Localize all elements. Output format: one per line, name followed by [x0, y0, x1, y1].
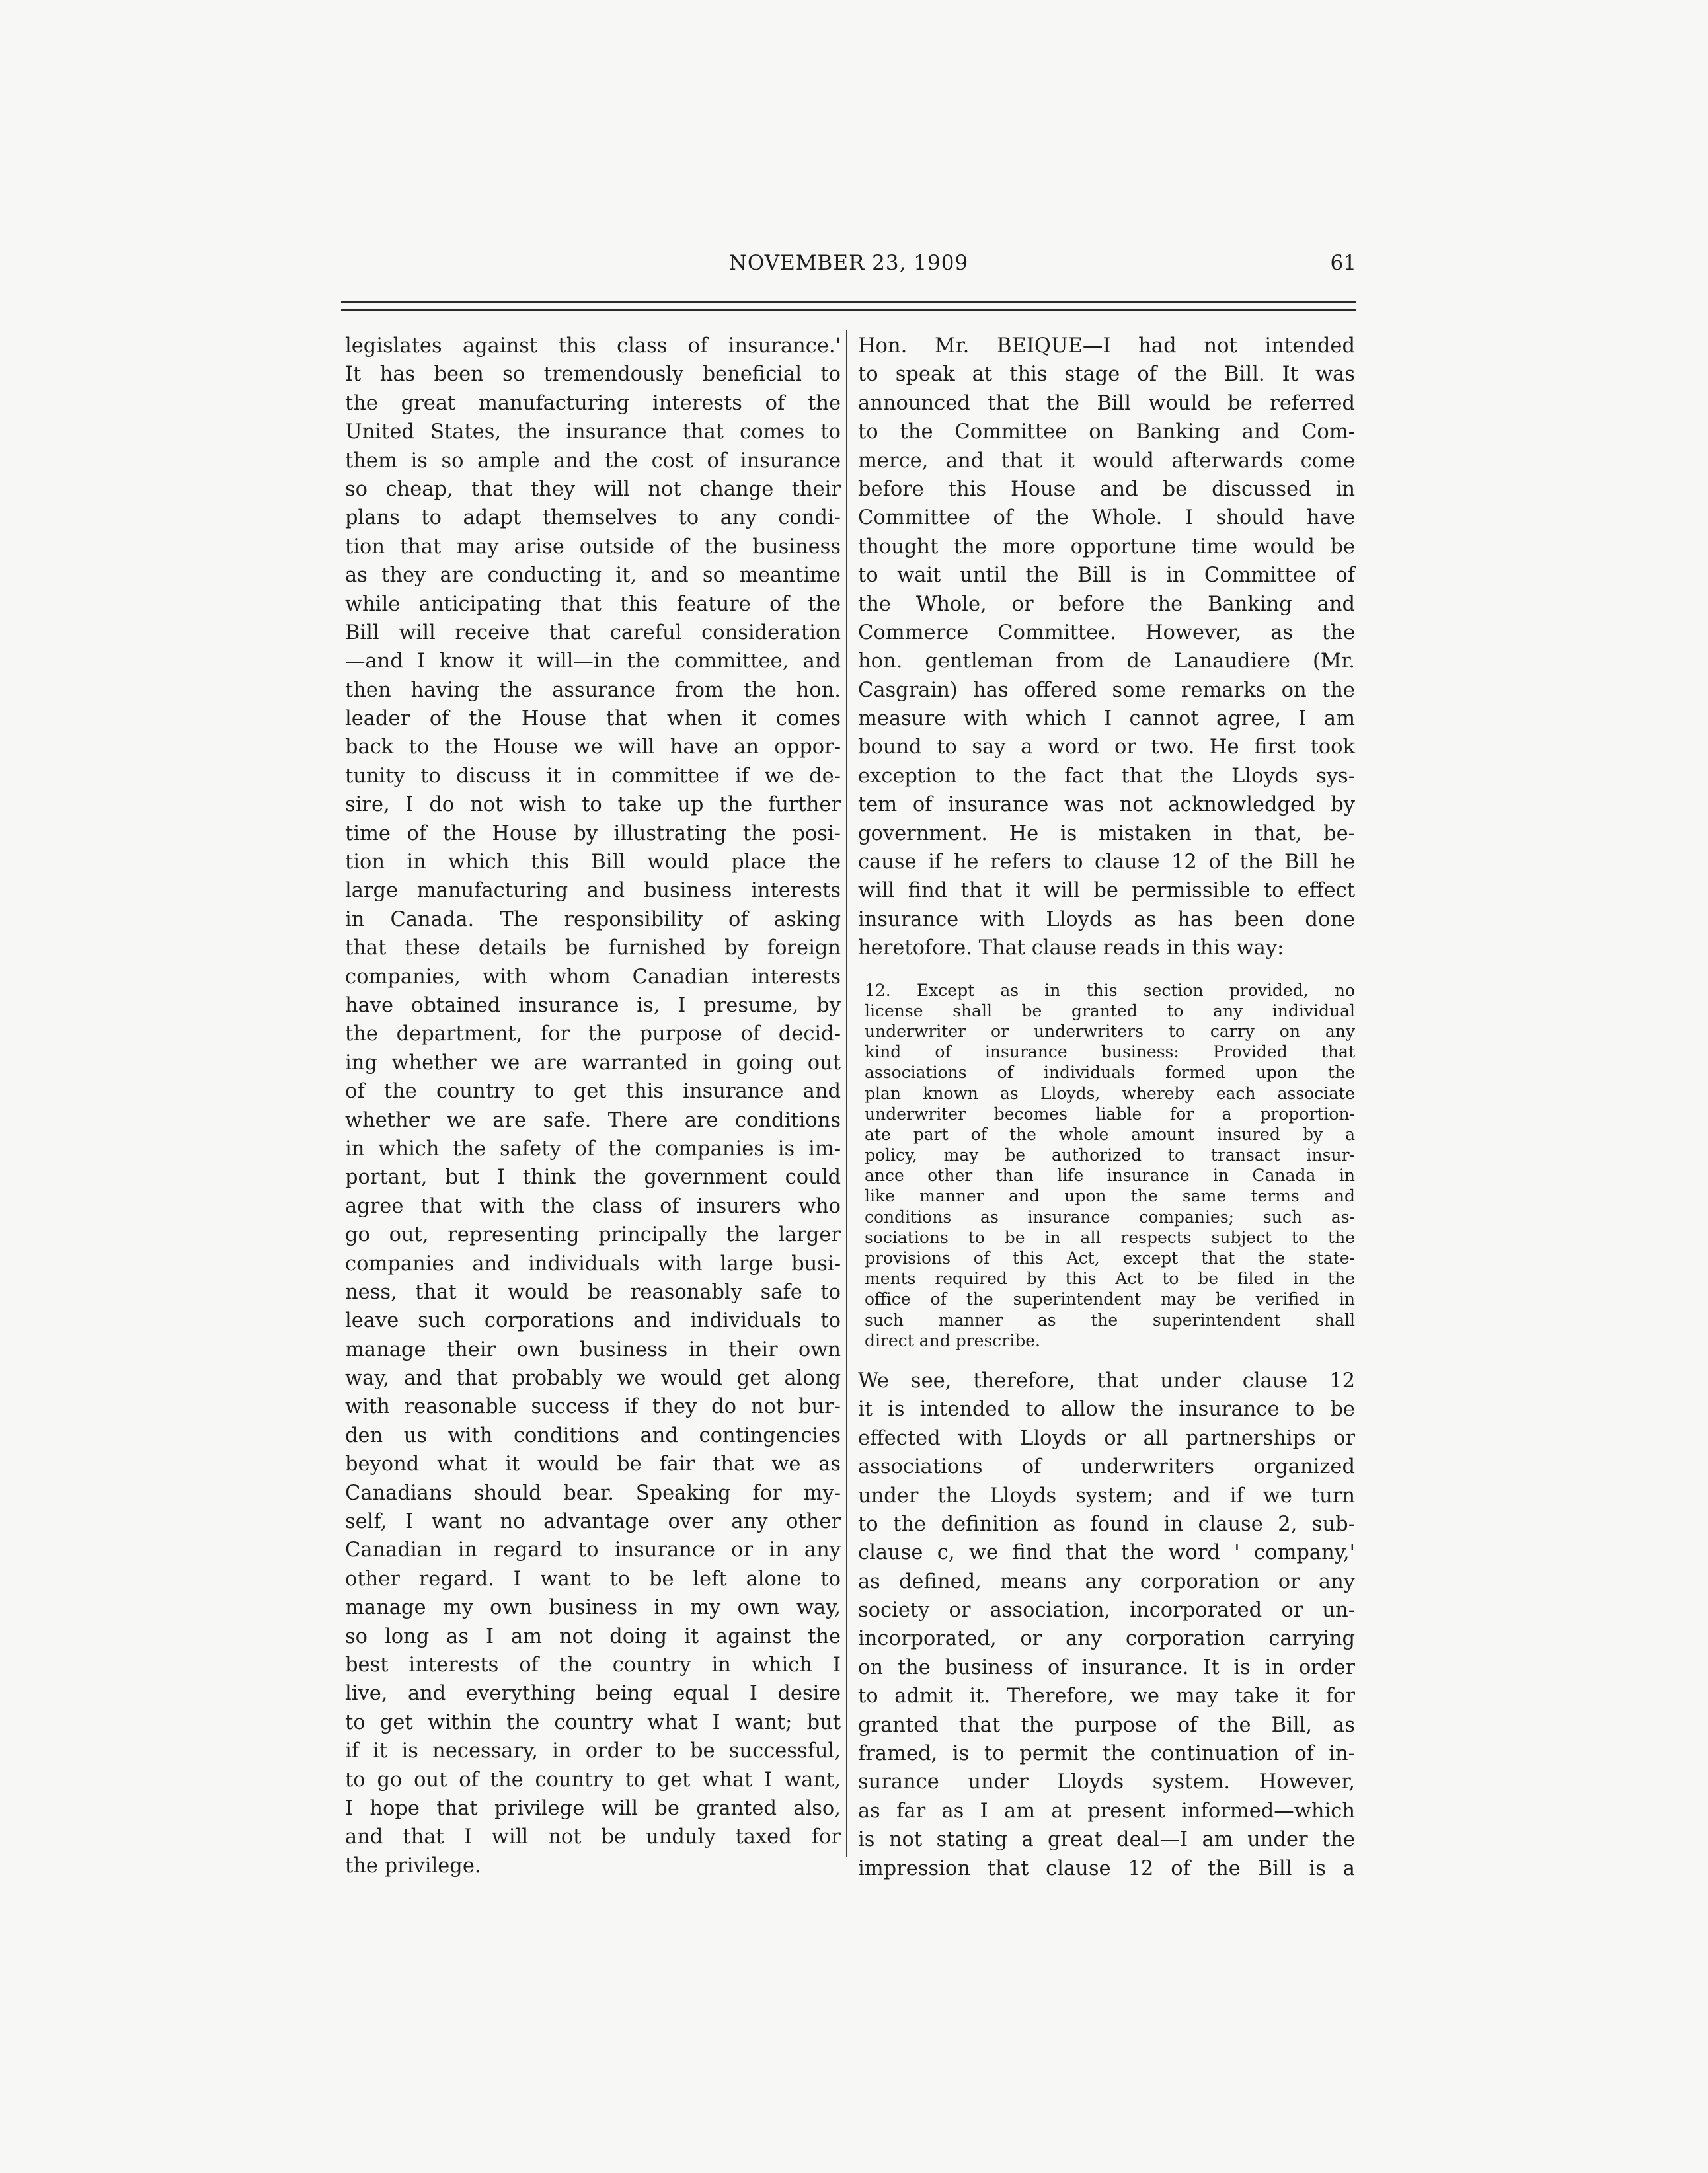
text-line: portant, but I think the government could	[345, 1166, 841, 1190]
text-line: on the business of insurance. It is in order	[858, 1656, 1355, 1679]
text-line: live, and everything being equal I desire	[345, 1682, 841, 1706]
text-line: time of the House by illustrating the posi-	[345, 821, 841, 845]
text-line: such manner as the superintendent shall	[865, 1310, 1355, 1330]
text-line: like manner and upon the same terms and	[865, 1186, 1355, 1206]
text-line: before this House and be discussed in	[858, 477, 1355, 501]
left-column	[345, 332, 841, 1880]
text-line: measure with which I cannot agree, I am	[858, 707, 1355, 731]
text-line: to the Committee on Banking and Com-	[858, 420, 1355, 444]
text-line: associations of underwriters organized	[858, 1455, 1355, 1479]
page-number: 61	[1330, 251, 1356, 275]
text-line: it is intended to allow the insurance to be	[858, 1398, 1355, 1422]
text-line: ing whether we are warranted in going out	[345, 1051, 841, 1075]
text-line: government. He is mistaken in that, be-	[858, 821, 1355, 845]
text-line: license shall be granted to any individual	[865, 1001, 1355, 1020]
text-line: to speak at this stage of the Bill. It was	[858, 363, 1355, 387]
text-line: them is so ample and the cost of insurance	[345, 449, 841, 473]
text-line: We see, therefore, that under clause 12	[858, 1369, 1355, 1392]
text-line: tunity to discuss it in committee if we de-	[345, 764, 841, 788]
text-line: insurance with Lloyds as has been done	[858, 907, 1355, 931]
text-line: to get within the country what I want; but	[345, 1710, 841, 1734]
text-line: companies, with whom Canadian interests	[345, 965, 841, 989]
text-line: Bill will receive that careful consideration	[345, 621, 841, 644]
text-line: 12. Except as in this section provided, no	[865, 980, 1355, 1000]
text-line: to wait until the Bill is in Committee of	[858, 564, 1355, 588]
text-line: I hope that privilege will be granted also,	[345, 1796, 841, 1820]
text-line: companies and individuals with large busi-	[345, 1252, 841, 1276]
text-line: the great manufacturing interests of the	[345, 391, 841, 415]
text-line: announced that the Bill would be referred	[858, 391, 1355, 415]
text-line: ance other than life insurance in Canada in	[865, 1166, 1355, 1186]
text-line: if it is necessary, in order to be successful,	[345, 1739, 841, 1763]
text-line: leave such corporations and individuals to	[345, 1309, 841, 1333]
text-line: whether we are safe. There are conditions	[345, 1108, 841, 1132]
text-line: It has been so tremendously beneficial to	[345, 363, 841, 387]
text-line: framed, is to permit the continuation of in-	[858, 1742, 1355, 1766]
text-line: as defined, means any corporation or any	[858, 1570, 1355, 1593]
text-line: as they are conducting it, and so meantime	[345, 564, 841, 588]
text-line: legislates against this class of insurance.'	[345, 334, 841, 358]
text-line: of the country to get this insurance and	[345, 1080, 841, 1104]
text-line: Hon. Mr. BEIQUE—I had not intended	[858, 334, 1355, 358]
text-line: have obtained insurance is, I presume, by	[345, 993, 841, 1017]
text-line: ments required by this Act to be filed in the	[865, 1269, 1355, 1289]
text-line: cause if he refers to clause 12 of the Bill he	[858, 851, 1355, 874]
text-line: to the definition as found in clause 2, sub-	[858, 1512, 1355, 1536]
text-line: in Canada. The responsibility of asking	[345, 907, 841, 931]
speech-continuation	[858, 1367, 1355, 1883]
text-line: —and I know it will—in the committee, and	[345, 650, 841, 673]
text-line: to admit it. Therefore, we may take it for	[858, 1685, 1355, 1708]
text-line: plans to adapt themselves to any condi-	[345, 506, 841, 530]
text-line: merce, and that it would afterwards come	[858, 449, 1355, 473]
text-line: tem of insurance was not acknowledged by	[858, 793, 1355, 817]
speech-intro	[858, 332, 1355, 963]
text-line: underwriter or underwriters to carry on any	[865, 1021, 1355, 1041]
text-line: plan known as Lloyds, whereby each associate	[865, 1083, 1355, 1103]
text-line: ness, that it would be reasonably safe to	[345, 1280, 841, 1304]
text-line: tion in which this Bill would place the	[345, 851, 841, 874]
header-rule-bottom	[341, 309, 1356, 311]
text-line: large manufacturing and business interests	[345, 879, 841, 903]
text-line: clause c, we find that the word ' company,'	[858, 1541, 1355, 1565]
text-line: in which the safety of the companies is im-	[345, 1137, 841, 1161]
text-line: manage their own business in their own	[345, 1338, 841, 1361]
text-line: Commerce Committee. However, as the	[858, 621, 1355, 644]
text-line: Canadians should bear. Speaking for my-	[345, 1481, 841, 1505]
text-line: den us with conditions and contingencies	[345, 1424, 841, 1447]
text-line: and that I will not be unduly taxed for	[345, 1825, 841, 1849]
text-line: associations of individuals formed upon the	[865, 1063, 1355, 1083]
text-line: surance under Lloyds system. However,	[858, 1771, 1355, 1794]
text-line: sociations to be in all respects subject to the	[865, 1227, 1355, 1247]
quoted-clause	[865, 980, 1355, 1351]
text-line: self, I want no advantage over any other	[345, 1510, 841, 1534]
text-line: so long as I am not doing it against the	[345, 1624, 841, 1648]
page-header	[341, 248, 1356, 282]
text-line: go out, representing principally the larger	[345, 1223, 841, 1247]
text-line: impression that clause 12 of the Bill is a	[858, 1856, 1355, 1880]
text-line: back to the House we will have an oppor-	[345, 736, 841, 759]
text-line: heretofore. That clause reads in this way:	[858, 936, 1284, 960]
text-line: kind of insurance business: Provided that	[865, 1042, 1355, 1062]
text-line: other regard. I want to be left alone to	[345, 1567, 841, 1591]
text-line: society or association, incorporated or un-	[858, 1599, 1355, 1622]
text-line: granted that the purpose of the Bill, as	[858, 1713, 1355, 1737]
text-line: while anticipating that this feature of the	[345, 592, 841, 616]
text-line: United States, the insurance that comes to	[345, 420, 841, 444]
text-line: office of the superintendent may be verified in	[865, 1289, 1355, 1309]
text-line: agree that with the class of insurers who	[345, 1194, 841, 1218]
text-line: underwriter becomes liable for a proportion-	[865, 1104, 1355, 1124]
text-line: effected with Lloyds or all partnerships or	[858, 1426, 1355, 1450]
text-line: provisions of this Act, except that the state-	[865, 1248, 1355, 1268]
text-line: the privilege.	[345, 1854, 481, 1878]
text-line: exception to the fact that the Lloyds sys-	[858, 764, 1355, 788]
text-line: as far as I am at present informed—which	[858, 1799, 1355, 1823]
text-line: is not stating a great deal—I am under the	[858, 1828, 1355, 1852]
text-line: Committee of the Whole. I should have	[858, 506, 1355, 530]
text-line: tion that may arise outside of the business	[345, 535, 841, 558]
text-line: policy, may be authorized to transact insur-	[865, 1145, 1355, 1165]
text-line: the department, for the purpose of decid-	[345, 1022, 841, 1046]
column-divider	[846, 330, 847, 1857]
text-line: so cheap, that they will not change their	[345, 477, 841, 501]
text-line: thought the more opportune time would be	[858, 535, 1355, 558]
text-line: incorporated, or any corporation carrying	[858, 1627, 1355, 1651]
header-rule-top	[341, 301, 1356, 303]
right-column	[858, 332, 1355, 1883]
text-line: the Whole, or before the Banking and	[858, 592, 1355, 616]
text-line: conditions as insurance companies; such as-	[865, 1207, 1355, 1227]
text-line: Casgrain) has offered some remarks on the	[858, 678, 1355, 702]
text-line: bound to say a word or two. He first took	[858, 736, 1355, 759]
text-line: Canadian in regard to insurance or in any	[345, 1539, 841, 1562]
text-line: that these details be furnished by foreign	[345, 936, 841, 960]
text-line: best interests of the country in which I	[345, 1653, 841, 1677]
text-line: ate part of the whole amount insured by a	[865, 1124, 1355, 1144]
text-line: to go out of the country to get what I want,	[345, 1768, 841, 1792]
text-line: manage my own business in my own way,	[345, 1596, 841, 1620]
text-line: direct and prescribe.	[865, 1330, 1040, 1350]
text-line: sire, I do not wish to take up the further	[345, 793, 841, 817]
text-line: way, and that probably we would get along	[345, 1367, 841, 1391]
text-line: hon. gentleman from de Lanaudiere (Mr.	[858, 650, 1355, 673]
text-line: with reasonable success if they do not bur-	[345, 1395, 841, 1419]
text-line: leader of the House that when it comes	[345, 707, 841, 731]
text-line: will find that it will be permissible to effect	[858, 879, 1355, 903]
text-line: then having the assurance from the hon.	[345, 678, 841, 702]
text-line: beyond what it would be fair that we as	[345, 1453, 841, 1476]
text-line: under the Lloyds system; and if we turn	[858, 1484, 1355, 1507]
header-date: NOVEMBER 23, 1909	[728, 251, 969, 275]
